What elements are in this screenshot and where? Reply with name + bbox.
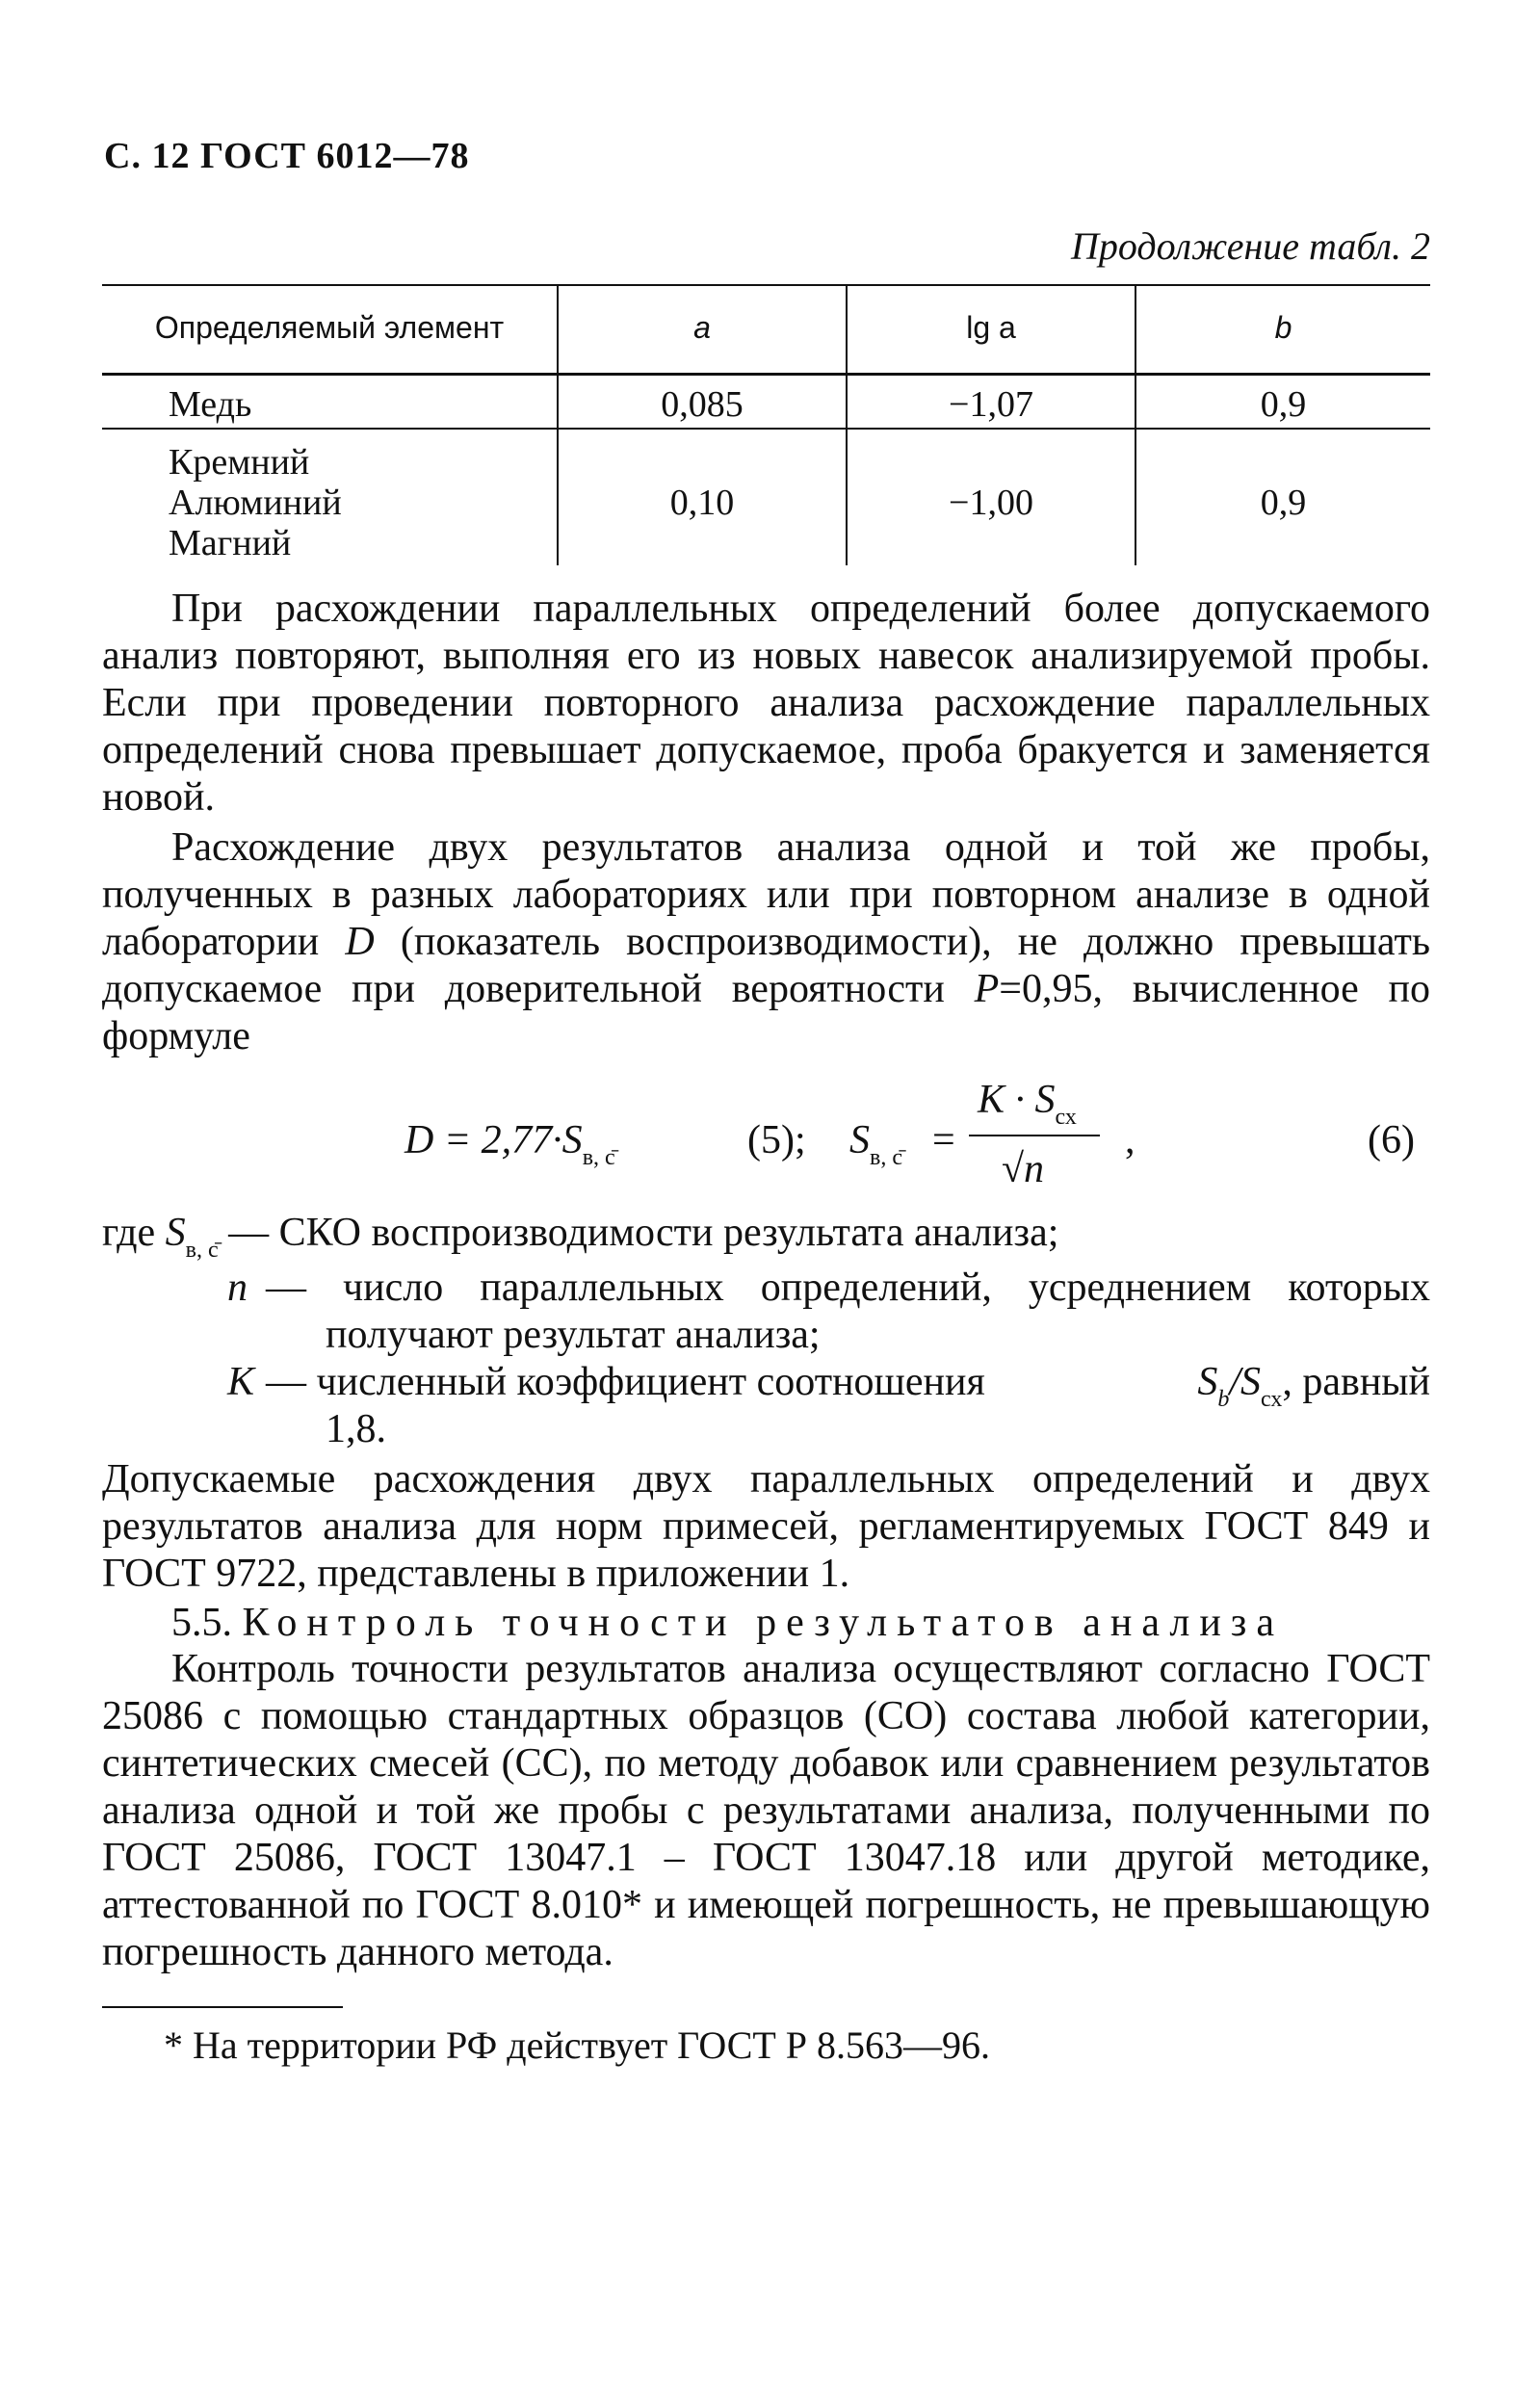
- formula-5-sub: в, с̄: [582, 1145, 615, 1170]
- where-lead: где: [102, 1211, 156, 1255]
- definition-symbol: S: [165, 1211, 186, 1255]
- text-run: (показатель воспроизводимости), не должно превышать допускаемое при доверительной вероятности: [102, 920, 1430, 1011]
- formula-6-lhs: [849, 1117, 902, 1170]
- table-cell-a: 0,085: [661, 384, 744, 425]
- table-cell-a: 0,10: [669, 483, 735, 523]
- formula-5: [405, 1117, 615, 1170]
- section-heading: [102, 1600, 1430, 1647]
- formula-5-number: (5);: [747, 1118, 806, 1162]
- text-run: Расхождение двух результатов анализа одной и той же пробы, полученных в разных лабораториях или при повторном анализе в одной лаборатории: [102, 825, 1430, 964]
- symbol-d: D: [345, 920, 375, 964]
- paragraph-discrepancy: При расхождении параллельных определений более допускаемого анализ повторяют, выполняя его из новых навесок анализируемой пробы. Если при проведении повторного анализа расхождение параллельных определений снова превышает допускаемое, проба бракуется и заменяется новой.: [102, 587, 1430, 820]
- section-number: 5.5.: [171, 1601, 232, 1645]
- table-header-a: a: [693, 310, 711, 345]
- definition-symbol-n: n: [227, 1266, 248, 1310]
- formula-6-number: (6): [1368, 1118, 1415, 1162]
- table-top-rule: [102, 284, 1430, 286]
- formula-6-numerator: [978, 1077, 1077, 1130]
- table-cell-lga: −1,07: [949, 384, 1033, 425]
- table-cell-element: Кремний: [169, 442, 310, 483]
- table-cell-b: 0,9: [1260, 483, 1307, 523]
- formula-6-s: S: [849, 1118, 870, 1162]
- ratio-s: S: [1197, 1360, 1218, 1404]
- definition-ratio: [1197, 1359, 1430, 1412]
- paragraph-reproducibility: [102, 824, 1430, 1060]
- definition-symbol-sub: в, с̄: [185, 1238, 219, 1263]
- ratio-sub: b: [1217, 1387, 1230, 1412]
- definition-k-text: 1,8.: [326, 1407, 386, 1451]
- ratio-sub: сх: [1261, 1387, 1283, 1412]
- definition-text: , равный: [1282, 1360, 1430, 1404]
- table-cell-element: Алюминий: [169, 483, 342, 523]
- table-header-element: Определяемый элемент: [154, 310, 505, 345]
- definition-s: [102, 1210, 1058, 1263]
- formula-6-comma: ,: [1125, 1118, 1135, 1162]
- table-header-b: b: [1274, 310, 1292, 345]
- ratio-mid: /S: [1229, 1360, 1261, 1404]
- paragraph-impurity-norms: Допускаемые расхождения двух параллельных определений и двух результатов анализа для норм примесей, регламентируемых ГОСТ 849 и ГОСТ 9722, представлены в приложении 1.: [102, 1457, 1430, 1596]
- formula-5-expr: D = 2,77·S: [405, 1118, 583, 1162]
- table-cell-element: Медь: [169, 384, 252, 425]
- table-header-rule: [102, 373, 1430, 376]
- formula-6-numer-sub: сх: [1055, 1105, 1077, 1130]
- paragraph-accuracy-control: Контроль точности результатов анализа осуществляют согласно ГОСТ 25086 с помощью стандартных образцов (СО) состава любой категории, синтетических смесей (СС), по методу добавок или сравнением результатов анализа одной и той же пробы с результатами анализа, полученными по ГОСТ 25086, ГОСТ 13047.1 – ГОСТ 13047.18 или другой методике, аттестованной по ГОСТ 8.010* и имеющей погрешность, не превышающую погрешность данного метода.: [102, 1647, 1430, 1974]
- definition-text: — СКО воспроизводимости результата анализа;: [228, 1211, 1059, 1255]
- formula-6-eq: =: [932, 1118, 955, 1162]
- table-cell-lga: −1,00: [949, 483, 1033, 523]
- definition-n-text: получают результат анализа;: [326, 1313, 821, 1357]
- definition-text: — численный коэффициент соотношения: [266, 1360, 985, 1404]
- table-cell-element: Магний: [169, 523, 292, 563]
- formula-6-numer-expr: K · S: [978, 1078, 1056, 1122]
- definition-n-text: — число параллельных определений, усреднением которых: [266, 1266, 1430, 1310]
- page-header: С. 12 ГОСТ 6012—78: [104, 136, 470, 176]
- definition-symbol-k: K: [227, 1360, 255, 1404]
- table-cell-b: 0,9: [1260, 384, 1307, 425]
- text-run: =0,95, вычисленное по формуле: [102, 967, 1430, 1058]
- definition-k-text: [266, 1359, 1430, 1412]
- formula-6-denominator: √n: [1002, 1147, 1045, 1191]
- table-header-lga: lg a: [966, 310, 1016, 345]
- formula-6-fraction-bar: [969, 1135, 1100, 1136]
- footnote-rule: [102, 2006, 343, 2008]
- formula-6-lhs-sub: в, с̄: [870, 1145, 902, 1170]
- table-continuation-label: Продолжение табл. 2: [1070, 224, 1430, 268]
- footnote: * На территории РФ действует ГОСТ Р 8.563—96.: [164, 2023, 991, 2067]
- section-title: Контроль точности результатов анализа: [242, 1601, 1285, 1645]
- table-row-rule: [102, 428, 1430, 430]
- symbol-p: P: [974, 967, 1000, 1011]
